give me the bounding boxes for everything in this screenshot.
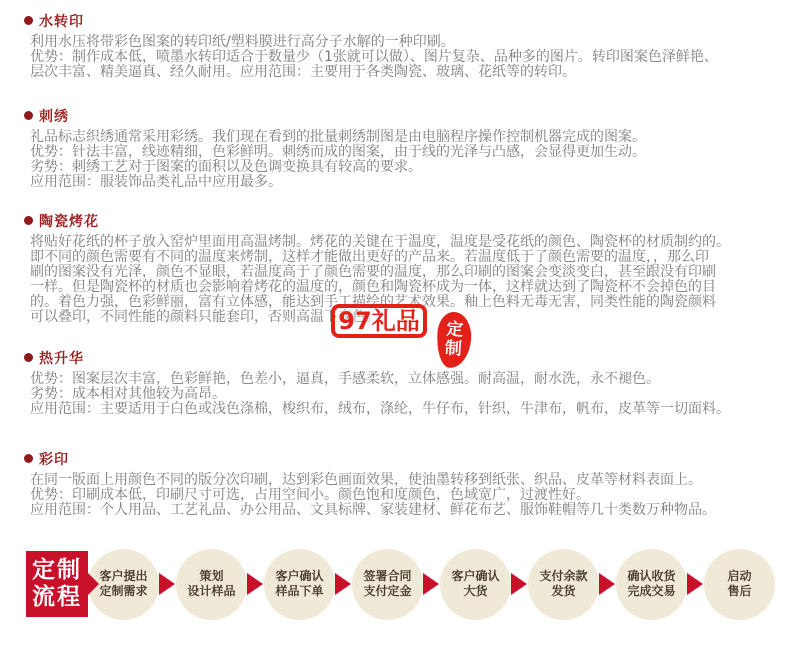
arrow-right-icon	[335, 573, 351, 595]
section-body	[0, 366, 800, 417]
arrow-right-icon	[599, 573, 615, 595]
section-thermal-sublimation	[0, 349, 800, 417]
flow-step-line: 设计样品	[187, 584, 236, 598]
section-embroidery	[0, 107, 800, 190]
section-title: 热升华	[39, 350, 84, 367]
body-line: 可以叠印，不同性能的颜料只能套印，否则高温下变色。	[30, 309, 380, 325]
seal-char-top: 定	[445, 319, 464, 341]
body-line: 优势：针法丰富，线迹精细，色彩鲜明。刺绣而成的图案，由于线的光泽与凸感，会显得更加生动。	[30, 144, 646, 160]
flow-step-line: 客户提出	[99, 569, 148, 583]
section-title: 刺绣	[39, 108, 69, 125]
section-body	[0, 467, 800, 518]
body-line: 在同一版面上用颜色不同的版分次印刷，达到彩色画面效果，使油墨转移到纸张、织品、皮革等材料表面上。	[30, 472, 702, 488]
flow-step-line: 大货	[463, 584, 488, 598]
arrow-right-icon	[423, 573, 439, 595]
body-line: 劣势：成本相对其他较为高昂。	[30, 386, 226, 402]
section-header	[0, 107, 800, 124]
body-line: 利用水压将带彩色图案的转印纸/塑料膜进行高分子水解的一种印刷。	[30, 34, 455, 50]
body-line: 的。着色力强，色彩鲜丽，富有立体感，能达到手工描绘的艺术效果。釉上色料无毒无害，同类性能的陶瓷颜料	[30, 294, 716, 310]
flow-step-line: 样品下单	[275, 584, 324, 598]
section-body	[0, 124, 800, 190]
section-water-transfer-print	[0, 12, 800, 80]
flow-step-8	[704, 549, 775, 620]
body-line: 劣势：刺绣工艺对于图案的面积以及色调变换具有较高的要求。	[30, 159, 422, 175]
flow-title-line: 定制	[32, 557, 82, 583]
arrow-right-icon	[247, 573, 263, 595]
flow-step-3	[264, 549, 335, 620]
body-line: 一样。但是陶瓷杯的材质也会影响着烤花的温度的，颜色和陶瓷杯成为一体，这样就达到了陶瓷杯不会掉色的目	[30, 279, 716, 295]
section-header	[0, 349, 800, 366]
body-line: 刷的图案没有光泽，颜色不显眼，若温度高于了颜色需要的温度，那么印刷的图案会变淡变白，甚至跟没有印刷	[30, 264, 716, 280]
body-line: 应用范围：服装饰品类礼品中应用最多。	[30, 174, 282, 190]
body-line: 优势：制作成本低，喷墨水转印适合于数量少（1张就可以做）、图片复杂、品种多的图片。转印图案色泽鲜艳、	[30, 49, 718, 65]
flow-title-line: 流程	[32, 584, 82, 610]
section-body	[0, 29, 800, 80]
section-title: 陶瓷烤花	[39, 213, 99, 230]
custom-process-flow	[26, 548, 800, 620]
flow-step-line: 完成交易	[627, 584, 676, 598]
body-line: 层次丰富、精美逼真、经久耐用。应用范围：主要用于各类陶瓷、玻璃、花纸等的转印。	[30, 64, 576, 80]
body-line: 优势：印刷成本低，印刷尺寸可选，占用空间小。颜色饱和度颜色，色域宽广，过渡性好。	[30, 487, 590, 503]
flow-step-4	[352, 549, 423, 620]
flow-step-line: 启动	[727, 569, 752, 583]
flow-step-line: 客户确认	[451, 569, 500, 583]
flow-step-2	[176, 549, 247, 620]
section-header	[0, 212, 800, 229]
bullet-icon	[24, 216, 33, 225]
bullet-icon	[24, 353, 33, 362]
flow-step-line: 策划	[199, 569, 224, 583]
body-line: 将贴好花纸的杯子放入窑炉里面用高温烤制。烤花的关键在于温度，温度是受花纸的颜色、陶瓷杯的材质制约的。	[30, 234, 730, 250]
flow-title-badge	[26, 551, 88, 617]
flow-step-line: 定制需求	[99, 584, 148, 598]
section-color-print	[0, 450, 800, 518]
body-line: 即不同的颜色需要有不同的温度来烤制，这样才能做出更好的产品来。若温度低于了颜色需要的温度，，那么印	[30, 249, 709, 265]
body-line: 应用范围：主要适用于白色或浅色涤棉，梭织布，绒布，涤纶，牛仔布，针织，牛津布，帆布，皮革等一切面料。	[30, 401, 730, 417]
section-header	[0, 12, 800, 29]
flow-step-line: 客户确认	[275, 569, 324, 583]
arrow-right-icon	[159, 573, 175, 595]
bullet-icon	[24, 454, 33, 463]
body-line: 应用范围：个人用品、工艺礼品、办公用品、文具标牌、家装建材、鲜花布艺、服饰鞋帽等几十类数万种物品。	[30, 502, 716, 518]
bullet-icon	[24, 16, 33, 25]
arrow-right-icon	[687, 573, 703, 595]
bullet-icon	[24, 111, 33, 120]
flow-step-line: 确认收货	[627, 569, 676, 583]
flow-step-line: 支付余款	[539, 569, 588, 583]
flow-step-line: 签署合同	[363, 569, 412, 583]
flow-step-6	[528, 549, 599, 620]
body-line: 优势：图案层次丰富，色彩鲜艳，色差小，逼真，手感柔软，立体感强。耐高温，耐水洗，永不褪色。	[30, 371, 660, 387]
section-title: 彩印	[39, 451, 69, 468]
arrow-right-icon	[511, 573, 527, 595]
flow-step-line: 发货	[551, 584, 576, 598]
section-title: 水转印	[39, 13, 84, 30]
seal-char-bottom: 制	[444, 338, 463, 360]
flow-step-5	[440, 549, 511, 620]
watermark-badge: 97礼品	[331, 304, 427, 338]
flow-step-7	[616, 549, 687, 620]
flow-step-line: 售后	[727, 584, 752, 598]
body-line: 礼品标志织绣通常采用彩绣。我们现在看到的批量刺绣制图是由电脑程序操作控制机器完成的图案。	[30, 129, 646, 145]
flow-step-line: 支付定金	[363, 584, 412, 598]
section-header	[0, 450, 800, 467]
